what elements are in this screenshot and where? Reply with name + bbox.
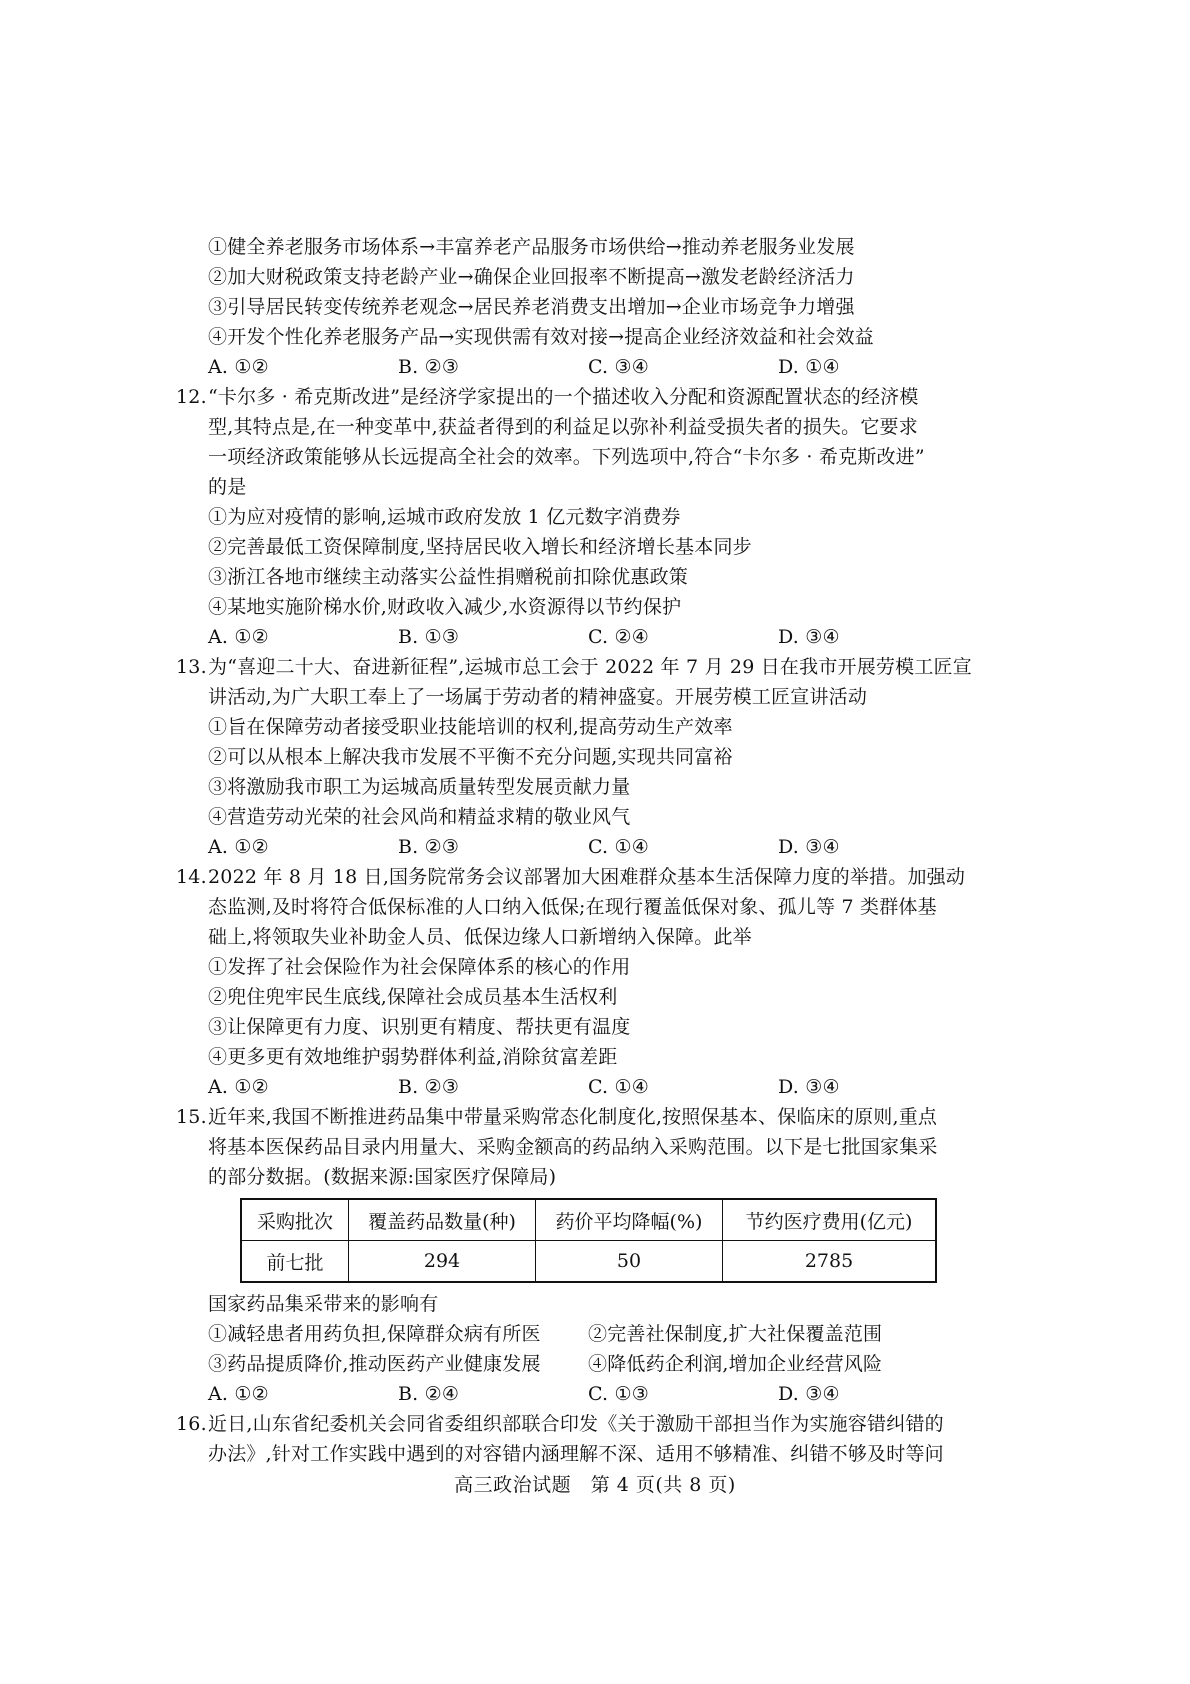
question-14: [176, 862, 1012, 1102]
answer-choices: [176, 1379, 1012, 1409]
choice-a: A. ①②: [208, 356, 269, 378]
option-text: ②完善社保制度,扩大社保覆盖范围: [588, 1323, 883, 1345]
option-line: ①发挥了社会保险作为社会保障体系的核心的作用: [208, 956, 631, 978]
option-row: [176, 1319, 1012, 1349]
option-text: ④降低药企利润,增加企业经营风险: [588, 1353, 883, 1375]
choice-b: B. ①③: [398, 626, 460, 648]
answer-choices: [176, 352, 1012, 382]
answer-choices: [176, 832, 1012, 862]
option-line: ②加大财税政策支持老龄产业→确保企业回报率不断提高→激发老龄经济活力: [208, 266, 855, 288]
question-stem-line: 型,其特点是,在一种变革中,获益者得到的利益足以弥补利益受损失者的损失。它要求: [208, 416, 918, 438]
question-stem-line: 的部分数据。(数据来源:国家医疗保障局): [208, 1166, 557, 1188]
option-line: ④更多更有效地维护弱势群体利益,消除贫富差距: [208, 1046, 618, 1068]
question-stem-line: [176, 862, 1012, 892]
choice-d: D. ③④: [778, 1383, 840, 1405]
question-stem-line: 办法》,针对工作实践中遇到的对容错内涵理解不深、适用不够精准、纠错不够及时等问: [208, 1443, 944, 1465]
option-line: ①旨在保障劳动者接受职业技能培训的权利,提高劳动生产效率: [208, 716, 733, 738]
question-stem-line: [176, 1102, 1012, 1132]
question-stem-line: 态监测,及时将符合低保标准的人口纳入低保;在现行覆盖低保对象、孤儿等 7 类群体基: [208, 896, 937, 918]
choice-b: B. ②③: [398, 836, 460, 858]
question-stem-line: 一项经济政策能够从长远提高全社会的效率。下列选项中,符合“卡尔多 · 希克斯改进”: [208, 446, 925, 468]
table-cell: 2785: [723, 1241, 937, 1283]
table-cell: 前七批: [241, 1241, 349, 1283]
procurement-data-table: [240, 1198, 937, 1283]
question-number: 12.: [176, 386, 207, 408]
option-row: [176, 1349, 1012, 1379]
question-12: [176, 382, 1012, 652]
option-line: ④开发个性化养老服务产品→实现供需有效对接→提高企业经济效益和社会效益: [208, 326, 874, 348]
question-number: 13.: [176, 656, 207, 678]
question-stem-line: [176, 1409, 1012, 1439]
question-stem-line: [176, 652, 1012, 682]
question-lead-line: 国家药品集采带来的影响有: [208, 1293, 439, 1315]
stem-text: 近年来,我国不断推进药品集中带量采购常态化制度化,按照保基本、保临床的原则,重点: [208, 1106, 938, 1128]
question-13: [176, 652, 1012, 862]
question-stem-line: 的是: [208, 476, 247, 498]
question-stem-line: [176, 382, 1012, 412]
stem-text: “卡尔多 · 希克斯改进”是经济学家提出的一个描述收入分配和资源配置状态的经济模: [208, 386, 919, 408]
choice-a: A. ①②: [208, 626, 269, 648]
question-11-continued: [176, 232, 1012, 382]
answer-choices: [176, 622, 1012, 652]
option-line: ②兜住兜牢民生底线,保障社会成员基本生活权利: [208, 986, 618, 1008]
table-header-cell: 节约医疗费用(亿元): [723, 1199, 937, 1241]
choice-d: D. ③④: [778, 1076, 840, 1098]
option-line: ③浙江各地市继续主动落实公益性捐赠税前扣除优惠政策: [208, 566, 689, 588]
table-header-cell: 覆盖药品数量(种): [349, 1199, 536, 1241]
choice-c: C. ①④: [588, 1076, 650, 1098]
choice-a: A. ①②: [208, 836, 269, 858]
stem-text: 2022 年 8 月 18 日,国务院常务会议部署加大困难群众基本生活保障力度的举措。加强动: [208, 866, 966, 888]
option-line: ①为应对疫情的影响,运城市政府发放 1 亿元数字消费券: [208, 506, 681, 528]
table-header-cell: 采购批次: [241, 1199, 349, 1241]
table-cell: 50: [536, 1241, 723, 1283]
option-text: ①减轻患者用药负担,保障群众病有所医: [208, 1323, 541, 1345]
option-line: ②可以从根本上解决我市发展不平衡不充分问题,实现共同富裕: [208, 746, 733, 768]
choice-a: A. ①②: [208, 1383, 269, 1405]
table-row: [241, 1241, 936, 1283]
question-number: 14.: [176, 866, 207, 888]
choice-c: C. ①③: [588, 1383, 650, 1405]
answer-choices: [176, 1072, 1012, 1102]
choice-b: B. ②③: [398, 1076, 460, 1098]
choice-a: A. ①②: [208, 1076, 269, 1098]
option-text: ③药品提质降价,推动医药产业健康发展: [208, 1353, 541, 1375]
question-number: 16.: [176, 1413, 207, 1435]
choice-c: C. ①④: [588, 836, 650, 858]
choice-d: D. ③④: [778, 626, 840, 648]
choice-b: B. ②③: [398, 356, 460, 378]
table-cell: 294: [349, 1241, 536, 1283]
question-stem-line: 讲活动,为广大职工奉上了一场属于劳动者的精神盛宴。开展劳模工匠宣讲活动: [208, 686, 868, 708]
choice-c: C. ②④: [588, 626, 650, 648]
option-line: ①健全养老服务市场体系→丰富养老产品服务市场供给→推动养老服务业发展: [208, 236, 855, 258]
page-footer: 高三政治试题 第 4 页(共 8 页): [454, 1474, 736, 1496]
option-line: ④营造劳动光荣的社会风尚和精益求精的敬业风气: [208, 806, 631, 828]
option-line: ②完善最低工资保障制度,坚持居民收入增长和经济增长基本同步: [208, 536, 752, 558]
choice-d: D. ①④: [778, 356, 840, 378]
question-number: 15.: [176, 1106, 207, 1128]
table-header-row: [241, 1199, 936, 1241]
option-line: ③让保障更有力度、识别更有精度、帮扶更有温度: [208, 1016, 631, 1038]
question-stem-line: 础上,将领取失业补助金人员、低保边缘人口新增纳入保障。此举: [208, 926, 752, 948]
stem-text: 近日,山东省纪委机关会同省委组织部联合印发《关于激励干部担当作为实施容错纠错的: [208, 1413, 944, 1435]
option-line: ④某地实施阶梯水价,财政收入减少,水资源得以节约保护: [208, 596, 682, 618]
choice-d: D. ③④: [778, 836, 840, 858]
stem-text: 为“喜迎二十大、奋进新征程”,运城市总工会于 2022 年 7 月 29 日在我市开展劳模工匠宣: [208, 656, 972, 678]
page-content: [176, 232, 1012, 1469]
question-stem-line: 将基本医保药品目录内用量大、采购金额高的药品纳入采购范围。以下是七批国家集采: [208, 1136, 938, 1158]
table-header-cell: 药价平均降幅(%): [536, 1199, 723, 1241]
question-15: [176, 1102, 1012, 1409]
choice-b: B. ②④: [398, 1383, 460, 1405]
option-line: ③引导居民转变传统养老观念→居民养老消费支出增加→企业市场竞争力增强: [208, 296, 855, 318]
option-line: ③将激励我市职工为运城高质量转型发展贡献力量: [208, 776, 631, 798]
choice-c: C. ③④: [588, 356, 650, 378]
question-16: [176, 1409, 1012, 1469]
